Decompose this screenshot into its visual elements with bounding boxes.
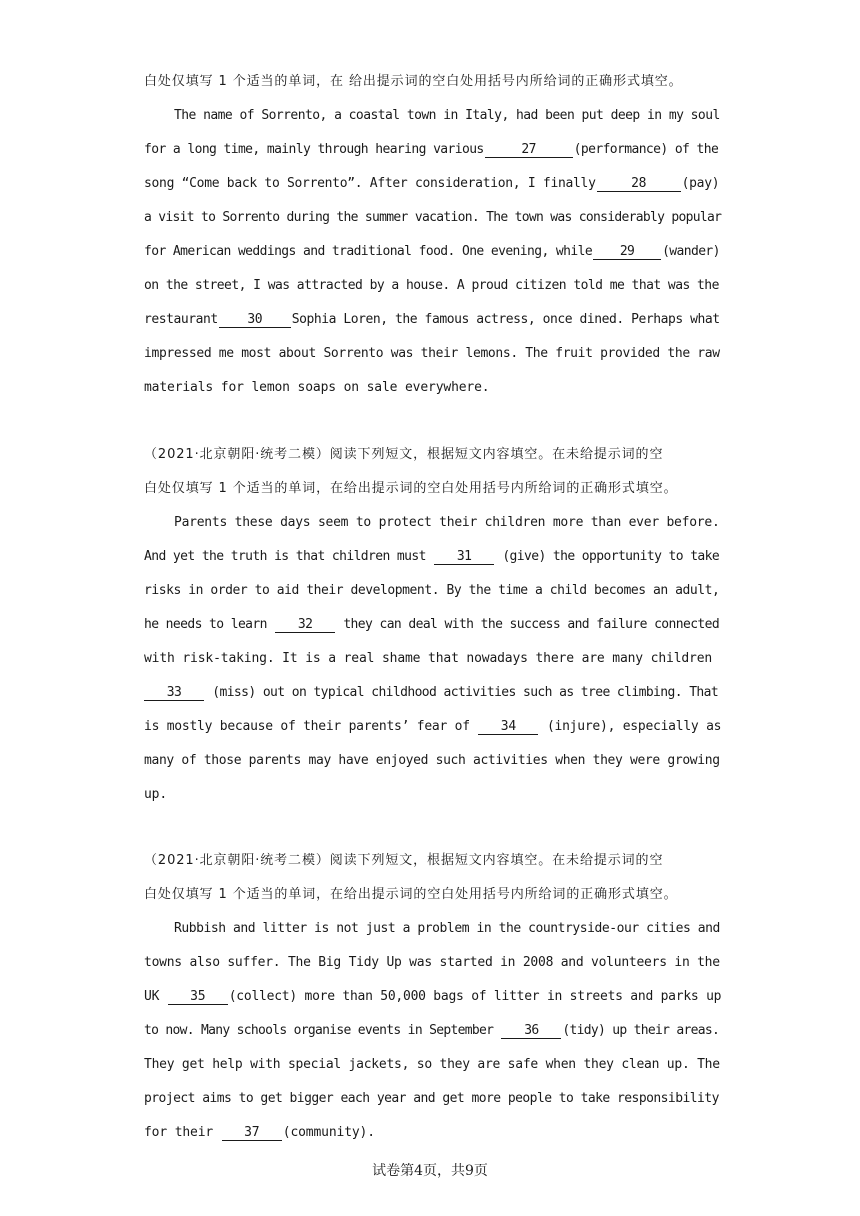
passage-line: risks in order to aid their development. By the time a child becomes an adult, (144, 583, 720, 598)
blank-36[interactable]: 36 (501, 1023, 561, 1039)
passage-line: 33 (miss) out on typical childhood activities such as tree climbing. That (144, 683, 720, 703)
blank-33[interactable]: 33 (144, 685, 204, 701)
passage-line: They get help with special jackets, so they are safe when they clean up. The (144, 1057, 720, 1072)
passage-line: to now. Many schools organise events in September 36 (tidy) up their areas. (144, 1023, 720, 1038)
passage-line: And yet the truth is that children must 31 (give) the opportunity to take (144, 549, 720, 564)
passage-line: song “Come back to Sorrento”. After consideration, I finally 28 (pay) (144, 176, 720, 191)
blank-32[interactable]: 32 (275, 617, 335, 633)
passage-line: Parents these days seem to protect their children more than ever before. (174, 515, 720, 530)
passage-line: Rubbish and litter is not just a problem in the countryside-our cities and (174, 921, 720, 936)
passage-line: restaurant 30 Sophia Loren, the famous actress, once dined. Perhaps what (144, 312, 720, 327)
passage-line: many of those parents may have enjoyed such activities when they were growing (144, 753, 720, 768)
blank-30[interactable]: 30 (219, 312, 291, 328)
question-heading: （2021·北京朝阳·统考二模）阅读下列短文，根据短文内容填空。在未给提示词的空 (144, 853, 664, 868)
blank-27[interactable]: 27 (485, 142, 573, 158)
blank-31[interactable]: 31 (434, 549, 494, 565)
passage-line: for American weddings and traditional food. One evening, while 29 (wander) (144, 244, 720, 259)
blank-28[interactable]: 28 (597, 176, 681, 192)
passage-line: he needs to learn 32 they can deal with the success and failure connected (144, 617, 720, 632)
blank-35[interactable]: 35 (168, 989, 228, 1005)
passage-line: for their 37 (community). (144, 1125, 375, 1140)
instruction-line: 白处仅填写 1 个适当的单词，在给出提示词的空白处用括号内所给词的正确形式填空。 (144, 887, 678, 902)
passage-line: a visit to Sorrento during the summer vacation. The town was considerably popular (144, 210, 722, 225)
instruction-line: 白处仅填写 1 个适当的单词，在 给出提示词的空白处用括号内所给词的正确形式填空。 (144, 74, 683, 89)
passage-line: for a long time, mainly through hearing various 27 (performance) of the (144, 142, 719, 157)
passage-line: project aims to get bigger each year and get more people to take responsibility (144, 1091, 719, 1106)
passage-line: The name of Sorrento, a coastal town in Italy, had been put deep in my soul (174, 108, 720, 123)
question-heading: （2021·北京朝阳·统考二模）阅读下列短文，根据短文内容填空。在未给提示词的空 (144, 447, 664, 462)
passage-line: up. (144, 787, 168, 802)
instruction-line: 白处仅填写 1 个适当的单词，在给出提示词的空白处用括号内所给词的正确形式填空。 (144, 481, 678, 496)
blank-37[interactable]: 37 (222, 1125, 282, 1141)
passage-line: with risk-taking. It is a real shame that nowadays there are many children (144, 651, 713, 666)
passage-line: materials for lemon soaps on sale everywhere. (144, 380, 490, 395)
blank-34[interactable]: 34 (478, 719, 538, 735)
passage-line: is mostly because of their parents’ fear of 34 (injure), especially as (144, 719, 722, 734)
passage-line: on the street, I was attracted by a house. A proud citizen told me that was the (144, 278, 719, 293)
passage-line: impressed me most about Sorrento was their lemons. The fruit provided the raw (144, 346, 720, 361)
page-footer: 试卷第4页，共9页 (372, 1163, 488, 1179)
blank-29[interactable]: 29 (593, 244, 661, 260)
passage-line: UK 35 (collect) more than 50,000 bags of litter in streets and parks up (144, 989, 722, 1004)
passage-line: towns also suffer. The Big Tidy Up was started in 2008 and volunteers in the (144, 955, 720, 970)
